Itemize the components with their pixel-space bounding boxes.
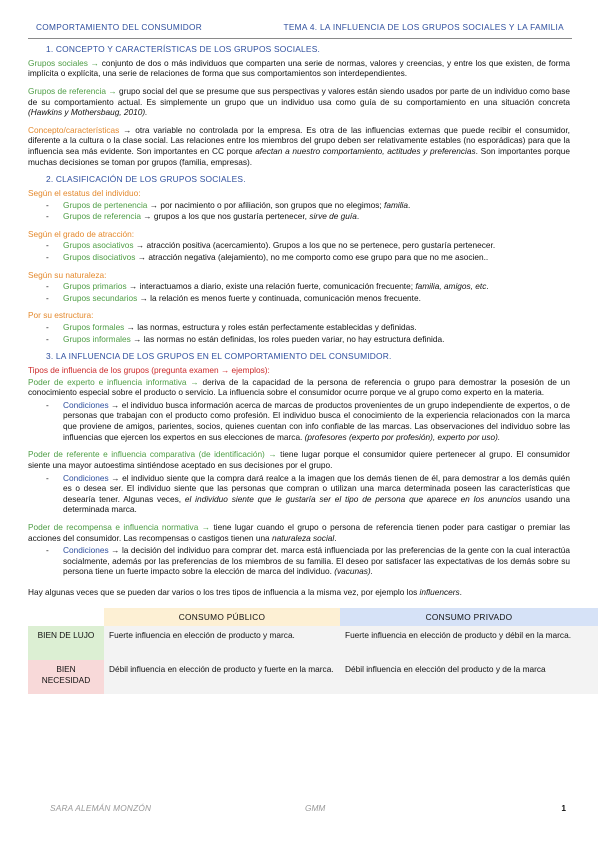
section-2-title: 2. CLASIFICACIÓN DE LOS GRUPOS SOCIALES. [46, 174, 246, 185]
term-poder-experto: Poder de experto e influencia informativa → [28, 376, 199, 387]
label-naturaleza: Según su naturaleza: [28, 269, 107, 280]
list-item: - Grupos de referencia → grupos a los que nos gustaría pertenecer, sirve de guía. [28, 211, 570, 222]
paragraph-poder-recompensa: Poder de recompensa e influencia normativa → tiene lugar cuando el grupo o persona de referencia tienen poder para castigar o premiar las acciones del consumidor. Las recompensas o castigos tienen una naturaleza social. [28, 521, 570, 543]
paragraph-concepto: Concepto/características → otra variable no controlada por la empresa. Es otra de las influencias externas que puede recibir el consumidor, diferente a la cultura o la clase social. Las relaciones entre los miembros del grupo deben ser relativamente estables (no esporádicas) para que la influencia sea más evidente. Son importantes en CC porque afectan a nuestro comportamiento, actitudes y preferencias. Son importantes porque muchas decisiones se toman por grupos (familia, empresas). [28, 124, 571, 167]
page-header [36, 22, 564, 33]
label-estructura: Por su estructura: [28, 310, 94, 321]
table-row-header-lujo: BIEN DE LUJO [28, 626, 104, 660]
section-3-title: 3. LA INFLUENCIA DE LOS GRUPOS EN EL COMPORTAMIENTO DEL CONSUMIDOR. [46, 351, 392, 362]
page-number: 1 [561, 803, 566, 813]
list-item: - Condiciones → el individuo busca información acerca de marcas de productos provenientes de un grupo independiente de expertos, o de personas que trabajan con el producto como profesión. El individuo busca el conocimiento de la experiencia relacionados con la marca que proviene de amigos, parientes, socios, quienes cuentan con info confiable de las marcas. Las observaciones del individuo sobre las influencias que ejercen los expertos en sus elecciones de marca. (profesores (experto por profesión), experto por uso). [28, 400, 570, 442]
list-experto-condiciones [28, 400, 570, 442]
table-cell: Débil influencia en elección del producto y de la marca [340, 660, 598, 694]
page-content [28, 44, 570, 694]
table-header-publico: CONSUMO PÚBLICO [104, 608, 340, 627]
table-header-privado: CONSUMO PRIVADO [340, 608, 598, 627]
list-item: - Grupos primarios → interactuamos a diario, existe una relación fuerte, comunicación frecuente; familia, amigos, etc. [28, 281, 570, 292]
table-cell: Débil influencia en elección de producto y fuerte en la marca. [104, 660, 340, 694]
term-grupos-referencia: Grupos de referencia → [28, 85, 117, 96]
term-poder-recompensa: Poder de recompensa e influencia normativa → [28, 521, 211, 532]
table-cell: Fuerte influencia en elección de producto y marca. [104, 626, 340, 660]
list-naturaleza [28, 281, 570, 303]
table-row [28, 626, 598, 660]
list-estatus [28, 200, 570, 222]
list-item: - Grupos de pertenencia → por nacimiento o por afiliación, son grupos que no elegimos; familia. [28, 200, 570, 211]
table-row [28, 608, 598, 627]
paragraph-grupos-referencia: Grupos de referencia → grupo social del que se presume que sus perspectivas y valores están siendo usados por parte de un individuo como base de su comportamiento actual. Es simplemente un grupo que un individuo usa como guía de su comportamiento en una situación concreta (Hawkins y Mothersbaug, 2010). [28, 85, 571, 118]
list-item: - Condiciones → el individuo siente que la compra dará realce a la imagen que los demás tienen de él, para demostrar a los demás quién es o desea ser. El individuo siente que las personas que compran o utilizan una marca determinada poseen las características que desearía tener. Algunas veces, el individuo siente que le gustaría ser el tipo de persona que aparece en los anuncios usando una determinada marca. [28, 473, 570, 515]
list-item: - Grupos asociativos → atracción positiva (acercamiento). Grupos a los que no se pertenece, pero gustaría pertenecer. [28, 240, 570, 251]
term-grupos-sociales: Grupos sociales → [28, 57, 99, 68]
paragraph-poder-referente: Poder de referente e influencia comparativa (de identificación) → tiene lugar porque el consumidor quiere pertenecer al grupo. El consumidor siente una mayor autoestima sintiéndose aceptado en sus decisiones por el grupo. [28, 449, 570, 470]
paragraph-grupos-sociales: Grupos sociales → conjunto de dos o más individuos que comparten una serie de normas, valores y creencias, y entre los que existen, de forma implícita o explícita, una serie de relaciones de forma que sus comportamientos son interdependientes. [28, 57, 570, 79]
list-estructura [28, 322, 570, 344]
section-1-title: 1. CONCEPTO Y CARACTERÍSTICAS DE LOS GRUPOS SOCIALES. [46, 44, 321, 54]
header-rule [28, 38, 572, 39]
header-subject: COMPORTAMIENTO DEL CONSUMIDOR [36, 22, 203, 32]
list-item: - Grupos secundarios → la relación es menos fuerte y continuada, comunicación menos frecuente. [28, 293, 570, 304]
paragraph-poder-experto: Poder de experto e influencia informativa → deriva de la capacidad de la persona de referencia o grupo para demostrar la posesión de un conocimiento especial sobre el producto o servicio. La influencia sobre el consumidor ocurre porque ve al grupo como experto en la materia. [28, 376, 570, 398]
list-item: - Condiciones → la decisión del individuo para comprar det. marca está influenciada por las preferencias de la gente con la cual interactúa socialmente, además por las preferencias de los miembros de su familia. El deseo por satisfacer las expectativas de los demás sobre su persona tiene un fuerte impacto sobre la elección de marca del individuo. (vacunas). [28, 545, 570, 577]
list-atraccion [28, 240, 570, 262]
list-item: - Grupos informales → las normas no están definidas, los roles pueden variar, no hay estructura definida. [28, 334, 570, 345]
list-item: - Grupos formales → las normas, estructura y roles están perfectamente establecidas y definidas. [28, 322, 570, 333]
list-item: - Grupos disociativos → atracción negativa (alejamiento), no me comporto como ese grupo para que no me asocien.. [28, 252, 570, 263]
table-row [28, 660, 598, 694]
label-atraccion: Según el grado de atracción: [28, 228, 135, 239]
term-poder-referente: Poder de referente e influencia comparativa (de identificación) → [28, 449, 277, 460]
footer-author: SARA ALEMÁN MONZÓN [50, 803, 152, 813]
list-recompensa-condiciones [28, 545, 570, 577]
list-referente-condiciones [28, 473, 570, 515]
paragraph-closing: Hay algunas veces que se pueden dar varios o los tres tipos de influencia a la misma vez, por ejemplo los influencers. [28, 587, 462, 598]
footer-center: GMM [305, 803, 326, 813]
header-topic: TEMA 4. LA INFLUENCIA DE LOS GRUPOS SOCIALES Y LA FAMILIA [283, 22, 564, 32]
table-row-header-necesidad: BIEN NECESIDAD [28, 660, 104, 694]
term-concepto: Concepto/características [28, 124, 120, 135]
consumo-table [28, 608, 598, 695]
label-estatus: Según el estatus del individuo: [28, 187, 141, 198]
table-cell: Fuerte influencia en elección de producto y débil en la marca. [340, 626, 598, 660]
tipos-influencia-heading: Tipos de influencia de los grupos (pregunta examen → ejemplos): [28, 365, 270, 376]
